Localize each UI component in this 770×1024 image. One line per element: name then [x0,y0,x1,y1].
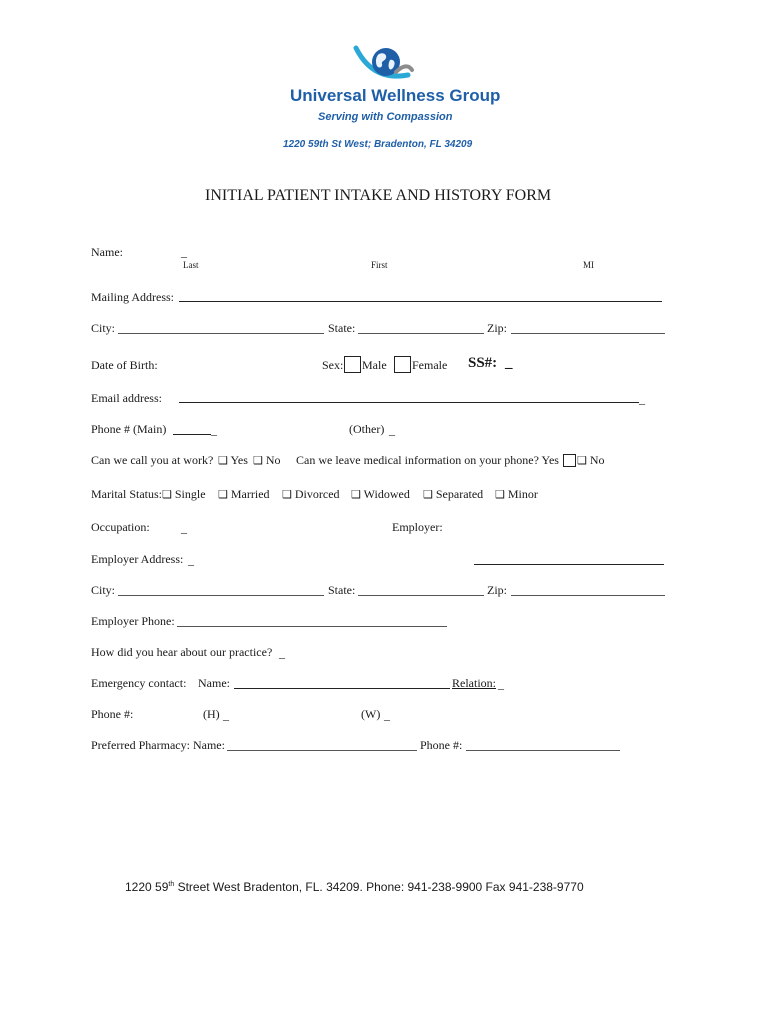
work-phone-field[interactable]: _ [384,708,390,722]
relation-field[interactable]: _ [498,677,504,691]
checkbox-icon: ❑ [495,489,505,501]
emergency-name-label: Name: [198,676,230,690]
employer-state-field[interactable] [358,595,484,596]
org-address: 1220 59th St West; Bradenton, FL 34209 [283,139,473,150]
employer-phone-label: Employer Phone: [91,614,175,628]
phone-main-field[interactable] [173,434,211,435]
ss-label: SS#: [468,355,498,371]
employer-address-label: Employer Address: [91,552,184,566]
email-field[interactable] [179,402,639,403]
state-field[interactable] [358,333,484,334]
med-info-no[interactable]: ❑ No [577,453,605,467]
mi-label: MI [583,260,594,270]
checkbox-icon: ❑ [162,489,172,501]
pharmacy-name-label: Preferred Pharmacy: Name: [91,738,225,752]
hear-about-field[interactable]: _ [279,646,285,660]
female-checkbox[interactable] [394,356,411,375]
occupation-field[interactable]: _ [181,521,187,535]
logo-globe-icon [352,42,414,84]
email-underscore: _ [639,392,645,406]
home-phone-label: (H) [203,707,220,721]
checkbox-icon: ❑ [423,489,433,501]
call-work-yes[interactable]: ❑ Yes [218,453,248,467]
employer-city-label: City: [91,583,116,597]
med-info-question: Can we leave medical information on your phone? Yes [296,453,559,467]
marital-minor[interactable]: ❑ Minor [495,487,538,501]
emergency-name-field[interactable] [234,688,450,689]
mailing-address-field[interactable] [179,301,662,302]
marital-status-label: Marital Status: [91,487,162,501]
phone-main-label: Phone # (Main) [91,422,167,436]
phone-other-field[interactable]: _ [389,423,395,437]
city-label: City: [91,321,116,335]
pharmacy-phone-label: Phone #: [420,738,463,752]
male-checkbox[interactable] [344,356,361,375]
call-work-question: Can we call you at work? [91,453,214,467]
checkbox-icon: ❑ [218,455,228,467]
marital-widowed[interactable]: ❑ Widowed [351,487,410,501]
employer-state-label: State: [328,583,356,597]
checkbox-icon: ❑ [577,455,587,467]
work-phone-label: (W) [361,707,381,721]
dob-label: Date of Birth: [91,358,158,372]
hear-about-label: How did you hear about our practice? [91,645,273,659]
phone-main-underscore: _ [211,423,217,437]
female-label: Female [412,358,448,372]
occupation-label: Occupation: [91,520,150,534]
first-label: First [371,260,388,270]
relation-label: Relation: [452,676,496,690]
employer-phone-field[interactable] [177,626,447,627]
marital-divorced[interactable]: ❑ Divorced [282,487,340,501]
male-label: Male [362,358,387,372]
checkbox-icon: ❑ [253,455,263,467]
city-field[interactable] [118,333,324,334]
phone-label: Phone #: [91,707,134,721]
pharmacy-name-field[interactable] [227,750,417,751]
call-work-no[interactable]: ❑ No [253,453,281,467]
zip-label: Zip: [487,321,507,335]
marital-married[interactable]: ❑ Married [218,487,270,501]
employer-zip-field[interactable] [511,595,665,596]
phone-other-label: (Other) [349,422,385,436]
org-tagline: Serving with Compassion [318,111,453,123]
last-label: Last [183,260,199,270]
home-phone-field[interactable]: _ [223,708,229,722]
emergency-contact-label: Emergency contact: [91,676,187,690]
marital-separated[interactable]: ❑ Separated [423,487,484,501]
checkbox-icon: ❑ [282,489,292,501]
employer-city-field[interactable] [118,595,324,596]
mailing-address-label: Mailing Address: [91,290,174,304]
zip-field[interactable] [511,333,665,334]
state-label: State: [328,321,356,335]
email-label: Email address: [91,391,162,405]
employer-address-underscore: _ [188,553,194,567]
form-title: INITIAL PATIENT INTAKE AND HISTORY FORM [205,187,552,204]
ss-field[interactable]: _ [505,355,513,371]
sex-label: Sex: [322,358,344,372]
checkbox-icon: ❑ [218,489,228,501]
marital-single[interactable]: ❑ Single [162,487,206,501]
footer-address: 1220 59th Street West Bradenton, FL. 34209. Phone: 941-238-9900 Fax 941-238-9770 [125,880,584,894]
org-name: Universal Wellness Group [290,86,501,105]
checkbox-icon: ❑ [351,489,361,501]
name-field[interactable]: _ [181,245,187,259]
employer-address-field[interactable] [474,564,664,565]
pharmacy-phone-field[interactable] [466,750,620,751]
employer-label: Employer: [392,520,443,534]
name-label: Name: [91,245,123,259]
employer-zip-label: Zip: [487,583,507,597]
